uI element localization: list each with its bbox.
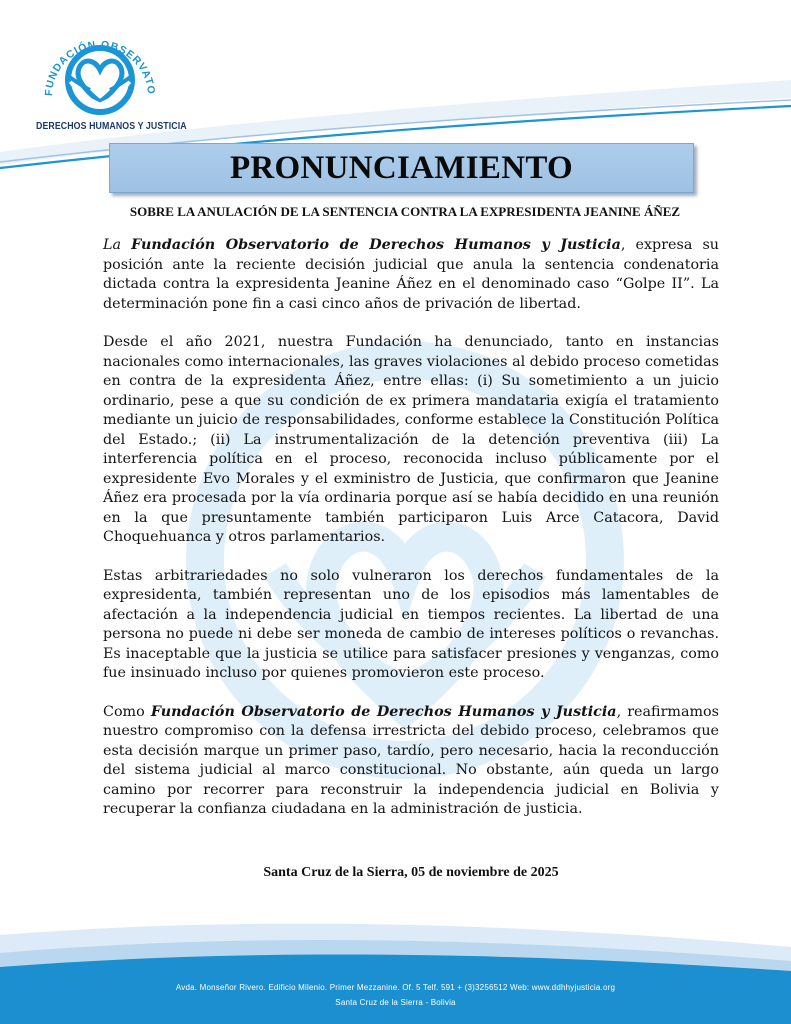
- paragraph-1: [103, 236, 719, 314]
- footer-city: Santa Cruz de la Sierra - Bolivia: [335, 998, 456, 1007]
- footer-address: Avda. Monseñor Rivero. Edificio Milenio. Primer Mezzanine. Of. 5: [175, 983, 421, 992]
- footer-phone: Telf. 591 + (3)3256512: [422, 983, 508, 992]
- title-banner: [109, 143, 694, 193]
- foundation-logo: [30, 18, 170, 138]
- logo-emblem-icon: [30, 18, 170, 122]
- logo-ring-text: FUNDACIÓN OBSERVATO: [42, 38, 158, 97]
- paragraph-4: [103, 703, 719, 820]
- date-line: Santa Cruz de la Sierra, 05 de noviembre de 2025: [263, 865, 559, 880]
- paragraph-4-lead: Como: [103, 703, 151, 720]
- paragraph-1-rest: , expresa su posición ante la reciente decisión judicial que anula la sentencia condenatoria dictada contra la expresidenta Jeanine Áñez en el denominado caso “Golpe II”. La determinación pone fin a casi cinco años de privación de libertad.: [103, 237, 720, 312]
- paragraph-1-lead: La: [103, 237, 132, 253]
- paragraph-2: Desde el año 2021, nuestra Fundación ha denunciado, tanto en instancias nacionales como internacionales, las graves violaciones al debido proceso cometidas en contra de la expresidenta Áñez, entre ellas: (i) Su sometimiento a un juicio ordinario, pese a que su condición de ex primera mandataria exigía el tratamiento mediante un juicio de responsabilidades, conforme establece la Constitución Política del Estado.; (ii) La instrumentalización de la detención preventiva (iii) La interferencia política en el proceso, reconocida incluso públicamente por el expresidente Evo Morales y el exministro de Justicia, que confirmaron que Jeanine Áñez era procesada por la vía ordinaria porque así se había decidido en una reunión en la que presuntamente también participaron Luis Arce Catacora, David Choquehuanca y otros parlamentarios.: [103, 334, 719, 545]
- svg-text:FUNDACIÓN OBSERVATORIO DE: [30, 18, 157, 96]
- statement-body: [103, 236, 719, 839]
- paragraph-4-org: Fundación Observatorio de Derechos Humanos y Justicia: [150, 703, 617, 720]
- footer-web[interactable]: Web: www.ddhhyjusticia.org: [510, 983, 616, 992]
- footer-contact: [0, 983, 791, 992]
- paragraph-4-rest: , reafirmamos nuestro compromiso con la defensa irrestricta del debido proceso, celebramos que esta decisión marque un primer paso, tardío, pero necesario, hacia la reconducción del sistema judicial al marco constitucional. No obstante, aún queda un largo camino por recorrer para reconstruir la independencia judicial en Bolivia y recuperar la confianza ciudadana en la administración de justicia.: [103, 703, 719, 817]
- page-subtitle: SOBRE LA ANULACIÓN DE LA SENTENCIA CONTRA LA EXPRESIDENTA JEANINE ÁÑEZ: [129, 204, 681, 219]
- logo-caption: DERECHOS HUMANOS Y JUSTICIA: [36, 121, 187, 132]
- page-title: PRONUNCIAMIENTO: [229, 149, 574, 186]
- paragraph-3: Estas arbitrariedades no solo vulneraron los derechos fundamentales de la expresidenta, también representan uno de los episodios más lamentables de afectación a la independencia judicial en tiempos recientes. La libertad de una persona no puede ni debe ser moneda de cambio de intereses políticos o revanchas. Es inaceptable que la justicia se utilice para satisfacer presiones y venganzas, como fue insinuado incluso por quienes promovieron este proceso.: [103, 567, 719, 681]
- paragraph-1-org: Fundación Observatorio de Derechos Humanos y Justicia: [131, 237, 621, 253]
